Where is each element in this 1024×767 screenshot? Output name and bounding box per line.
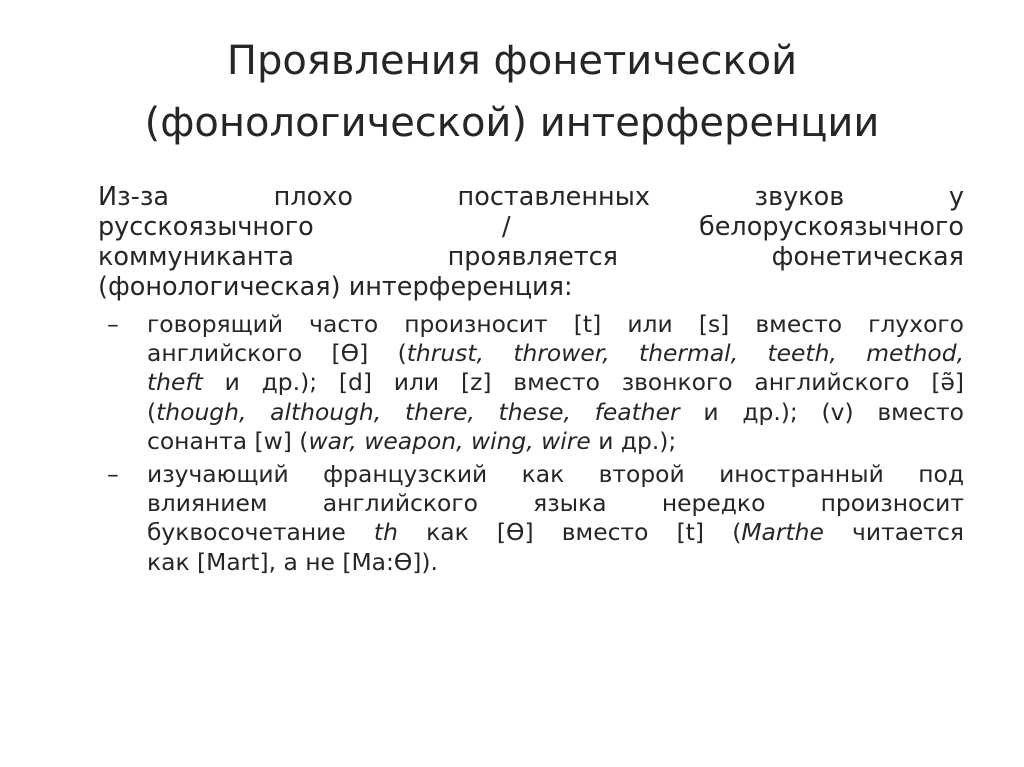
intro-line: коммуниканта проявляется фонетическая	[98, 242, 964, 272]
title-line-2: (фонологической) интерференции	[144, 100, 880, 146]
bullet-item-french-learner	[98, 460, 964, 577]
bullet-text: буквосочетание	[147, 518, 374, 547]
bullet-text: и др.); [d] или [z] вместо звонкого английского [ə̃]	[202, 368, 964, 397]
bullet-line: изучающий французский как второй иностранный под	[147, 460, 964, 489]
example-words: though, although, there, these, feather	[156, 397, 680, 426]
example-words: th	[373, 518, 398, 547]
bullet-line	[147, 518, 964, 547]
bullet-text: как [Ɵ] вместо [t] (	[397, 518, 742, 547]
bullet-line: влиянием английского языка нередко произносит	[147, 489, 964, 518]
bullet-text: сонанта [w] (	[147, 426, 309, 455]
bullet-list	[98, 310, 964, 577]
slide-title	[80, 30, 944, 154]
bullet-dash: –	[107, 460, 119, 489]
example-words: war, weapon, wing, wire	[308, 426, 591, 455]
bullet-item-phonetic-substitution	[98, 310, 964, 456]
bullet-line: как [Mart], а не [Ma:Ɵ]).	[147, 547, 438, 576]
bullet-line: говорящий часто произносит [t] или [s] вместо глухого	[147, 310, 964, 338]
intro-paragraph	[98, 182, 964, 302]
example-words: Marthe	[741, 518, 824, 547]
bullet-text: (	[147, 397, 157, 426]
intro-line: русскоязычного / белорускоязычного	[98, 212, 964, 242]
bullet-dash: –	[107, 310, 119, 338]
intro-line: Из-за плохо поставленных звуков у	[98, 182, 964, 212]
bullet-text: английского [Ɵ] (	[147, 339, 407, 368]
bullet-text: и др.); (v) вместо	[679, 397, 964, 426]
bullet-line	[147, 427, 964, 456]
bullet-text: и др.);	[590, 426, 677, 455]
intro-line: (фонологическая) интерференция:	[98, 272, 573, 302]
bullet-line	[147, 368, 964, 397]
bullet-line	[147, 398, 964, 427]
example-words: thrust, thrower, thermal, teeth, method,	[406, 339, 965, 368]
example-words: theft	[147, 368, 203, 397]
title-line-1: Проявления фонетической	[226, 38, 798, 84]
bullet-text: читается	[823, 518, 964, 547]
slide-body	[98, 182, 964, 581]
bullet-line	[147, 339, 964, 368]
